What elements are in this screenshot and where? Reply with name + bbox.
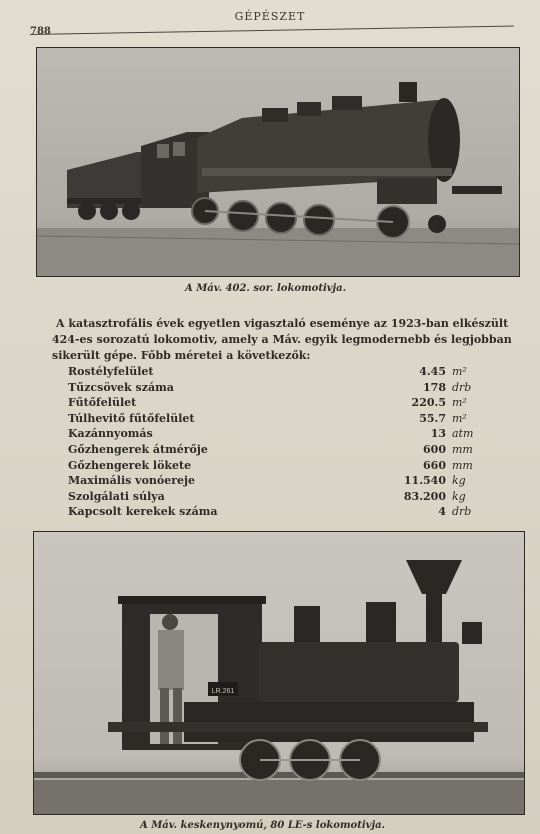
spec-value: 83.200 bbox=[403, 489, 446, 503]
spec-label: Kapcsolt kerekek száma bbox=[68, 505, 218, 519]
figure-caption-2: A Máv. keskenynyomú, 80 LE-s lokomotivja. bbox=[140, 820, 386, 831]
spec-row bbox=[68, 442, 492, 458]
running-header: GÉPÉSZET bbox=[234, 10, 306, 23]
spec-label: Szolgálati súlya bbox=[68, 489, 165, 503]
narrow-gauge-locomotive-photo bbox=[33, 531, 525, 815]
spec-unit: mm bbox=[452, 442, 473, 456]
spec-value: 220.5 bbox=[411, 396, 446, 410]
spec-row bbox=[68, 504, 492, 520]
spec-unit: drb bbox=[452, 505, 472, 519]
spec-row bbox=[68, 458, 492, 474]
spec-label: Rostélyfelület bbox=[68, 365, 154, 378]
spec-value: 4 bbox=[438, 505, 446, 519]
spec-label: Kazánnyomás bbox=[68, 427, 153, 441]
locomotive-number-plate: LR.261 bbox=[211, 688, 235, 695]
spec-label: Gőzhengerek átmérője bbox=[68, 442, 208, 456]
spec-value: 600 bbox=[423, 442, 446, 456]
spec-unit: m² bbox=[452, 365, 467, 378]
spec-unit: kg bbox=[452, 474, 466, 488]
paragraph-line: 424-es sorozatú lokomotiv, amely a Máv. egyik legmodernebb és legjobban bbox=[52, 333, 512, 346]
spec-value: 13 bbox=[430, 427, 446, 441]
spec-row bbox=[68, 395, 492, 411]
spec-label: Gőzhengerek lökete bbox=[68, 458, 192, 472]
paragraph-line: A katasztrofális évek egyetlen vigasztaló eseménye az 1923-ban elkészült bbox=[56, 317, 509, 330]
spec-value: 11.540 bbox=[403, 474, 446, 488]
spec-label: Fűtőfelület bbox=[68, 396, 137, 410]
spec-unit: mm bbox=[452, 458, 473, 472]
paragraph-line: sikerült gépe. Főbb méretei a következők: bbox=[52, 349, 311, 362]
spec-row bbox=[68, 489, 492, 505]
body-paragraph bbox=[52, 316, 526, 364]
spec-unit: m² bbox=[452, 411, 467, 425]
figure-caption-1: A Máv. 402. sor. lokomotivja. bbox=[185, 283, 347, 294]
spec-unit: atm bbox=[452, 427, 474, 441]
spec-row bbox=[68, 364, 492, 380]
spec-row bbox=[68, 411, 492, 427]
spec-row bbox=[68, 426, 492, 442]
header-rule bbox=[30, 26, 514, 35]
spec-value: 178 bbox=[423, 380, 446, 394]
spec-label: Túlhevitő fűtőfelület bbox=[68, 411, 195, 425]
specifications-table bbox=[68, 364, 492, 520]
locomotive-402-photo bbox=[36, 47, 520, 277]
spec-value: 55.7 bbox=[419, 411, 446, 425]
spec-row bbox=[68, 380, 492, 396]
spec-label: Maximális vonóereje bbox=[68, 474, 196, 488]
spec-value: 660 bbox=[423, 458, 446, 472]
page-number: 788 bbox=[30, 26, 51, 37]
spec-value: 4.45 bbox=[419, 365, 446, 378]
spec-unit: m² bbox=[452, 396, 467, 410]
spec-unit: drb bbox=[452, 380, 472, 394]
spec-row bbox=[68, 473, 492, 489]
spec-unit: kg bbox=[452, 489, 466, 503]
spec-label: Tűzcsövek száma bbox=[68, 380, 174, 394]
